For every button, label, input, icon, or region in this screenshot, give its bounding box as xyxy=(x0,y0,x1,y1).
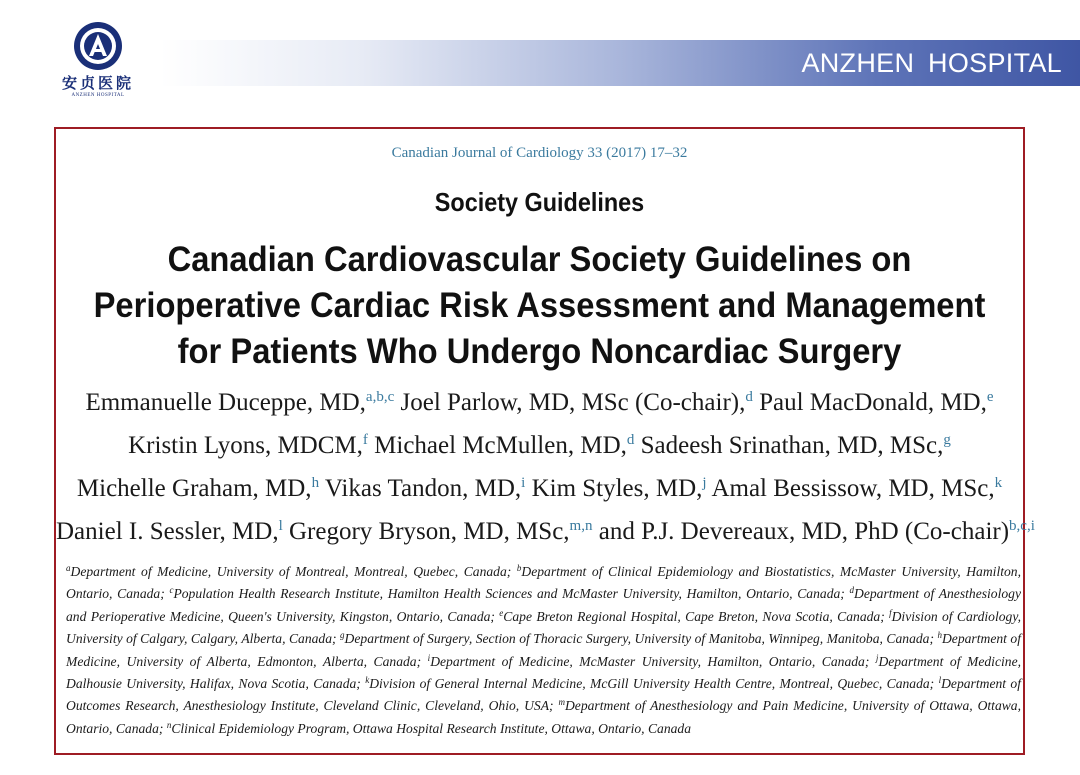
hospital-emblem-icon xyxy=(72,20,124,72)
author-affiliation-mark: a,b,c xyxy=(365,389,395,405)
affiliation-text: Department of Outcomes Research, Anesthesiology Institute, Cleveland Clinic, Cleveland, Ohio, USA; xyxy=(66,676,1021,714)
author-name: Emmanuelle Duceppe, MD, xyxy=(85,389,366,416)
affiliation-text: Department of Medicine, McMaster University, Hamilton, Ontario, Canada; xyxy=(430,653,876,669)
affiliation-mark: c xyxy=(169,585,174,596)
affiliations xyxy=(66,561,1021,740)
author-affiliation-mark: f xyxy=(362,432,368,448)
title-line: Canadian Cardiovascular Society Guidelines on xyxy=(167,240,912,279)
affiliation-mark: l xyxy=(938,675,942,686)
affiliation-text: Department of Medicine, Dalhousie University, Halifax, Nova Scotia, Canada; xyxy=(66,653,1021,692)
author-affiliation-mark: d xyxy=(745,389,753,405)
affiliation-text: Department of Surgery, Section of Thoracic Surgery, University of Manitoba, Winnipeg, Manitoba, Canada; xyxy=(344,631,938,647)
logo-english-name: ANZHEN HOSPITAL xyxy=(71,93,125,98)
author-line xyxy=(56,467,1023,510)
author-name: Vikas Tandon, MD, xyxy=(319,475,522,502)
author-affiliation-mark: j xyxy=(702,475,707,491)
author-name: Michelle Graham, MD, xyxy=(76,475,312,502)
affiliation-mark: m xyxy=(558,697,565,708)
affiliation-text: Department of Clinical Epidemiology and Biostatistics, McMaster University, Hamilton, Ontario, Canada; xyxy=(66,564,1021,602)
author-list xyxy=(56,381,1035,553)
author-affiliation-mark: g xyxy=(943,432,951,448)
affiliation-text: Division of Cardiology, University of Calgary, Calgary, Alberta, Canada; xyxy=(66,608,1021,647)
author-affiliation-mark: k xyxy=(994,475,1003,491)
author-line xyxy=(56,510,1035,553)
affiliation-mark: n xyxy=(166,719,172,730)
author-affiliation-mark: e xyxy=(986,389,994,405)
author-name: Kristin Lyons, MDCM, xyxy=(128,432,363,459)
section-heading: Society Guidelines xyxy=(434,187,645,217)
author-name: Joel Parlow, MD, MSc (Co-chair), xyxy=(394,389,746,416)
affiliation-mark: e xyxy=(499,607,504,618)
affiliation-mark: k xyxy=(365,675,370,686)
header-banner xyxy=(160,40,1080,86)
affiliation-mark: f xyxy=(889,607,892,618)
affiliation-mark: i xyxy=(427,652,431,663)
author-name: and P.J. Devereaux, MD, PhD (Co-chair) xyxy=(592,518,1010,545)
affiliation-mark: a xyxy=(66,563,71,573)
author-name: Gregory Bryson, MD, MSc, xyxy=(282,518,570,545)
affiliation-text: Department of Anesthesiology and Perioperative Medicine, Queen's University, Kingston, Ontario, Canada; xyxy=(66,586,1022,624)
author-name: Sadeesh Srinathan, MD, MSc, xyxy=(634,432,944,459)
author-name: Paul MacDonald, MD, xyxy=(752,389,987,416)
author-affiliation-mark: i xyxy=(521,475,526,491)
affiliation-text: Clinical Epidemiology Program, Ottawa Hospital Research Institute, Ottawa, Ontario, Canada xyxy=(171,720,692,736)
author-affiliation-mark: m,n xyxy=(569,518,593,534)
affiliation-mark: g xyxy=(340,630,345,641)
author-name: Amal Bessissow, MD, MSc, xyxy=(706,475,995,502)
hospital-logo xyxy=(52,20,144,106)
paper-frame xyxy=(54,127,1035,755)
author-line xyxy=(56,381,1023,424)
affiliation-mark: d xyxy=(849,585,855,596)
author-name: Michael McMullen, MD, xyxy=(367,432,627,459)
paper-title xyxy=(56,237,1023,375)
affiliation-mark: h xyxy=(937,630,942,641)
affiliation-text: Department of Medicine, University of Montreal, Montreal, Quebec, Canada; xyxy=(70,564,517,579)
author-affiliation-mark: b,c,i xyxy=(1009,518,1035,534)
journal-citation: Canadian Journal of Cardiology 33 (2017) 17–32 xyxy=(391,145,688,161)
banner-title: ANZHEN HOSPITAL xyxy=(801,48,1062,78)
author-affiliation-mark: h xyxy=(311,475,320,491)
affiliation-text: Division of General Internal Medicine, McGill University Health Centre, Montreal, Quebec, Canada; xyxy=(369,676,939,692)
affiliation-text: Department of Medicine, University of Alberta, Edmonton, Alberta, Canada; xyxy=(66,631,1021,669)
author-affiliation-mark: d xyxy=(626,432,635,448)
affiliation-mark: b xyxy=(516,563,522,573)
affiliation-text: Cape Breton Regional Hospital, Cape Breton, Nova Scotia, Canada; xyxy=(503,608,890,624)
affiliation-mark: j xyxy=(875,652,879,663)
title-line: for Patients Who Undergo Noncardiac Surgery xyxy=(177,332,902,371)
affiliation-text: Population Health Research Institute, Hamilton Health Sciences and McMaster University, Hamilton, Ontario, Canada; xyxy=(173,586,850,602)
affiliation-text: Department of Anesthesiology and Pain Medicine, University of Ottawa, Ottawa, Ontario, Canada; xyxy=(66,698,1021,736)
logo-chinese-name: 安贞医院 xyxy=(61,74,134,92)
title-line: Perioperative Cardiac Risk Assessment and Management xyxy=(93,286,986,325)
author-affiliation-mark: l xyxy=(278,518,283,534)
author-name: Kim Styles, MD, xyxy=(525,475,703,502)
author-name: Daniel I. Sessler, MD, xyxy=(56,518,279,545)
author-line xyxy=(56,424,1023,467)
affiliation-line xyxy=(66,561,1021,740)
